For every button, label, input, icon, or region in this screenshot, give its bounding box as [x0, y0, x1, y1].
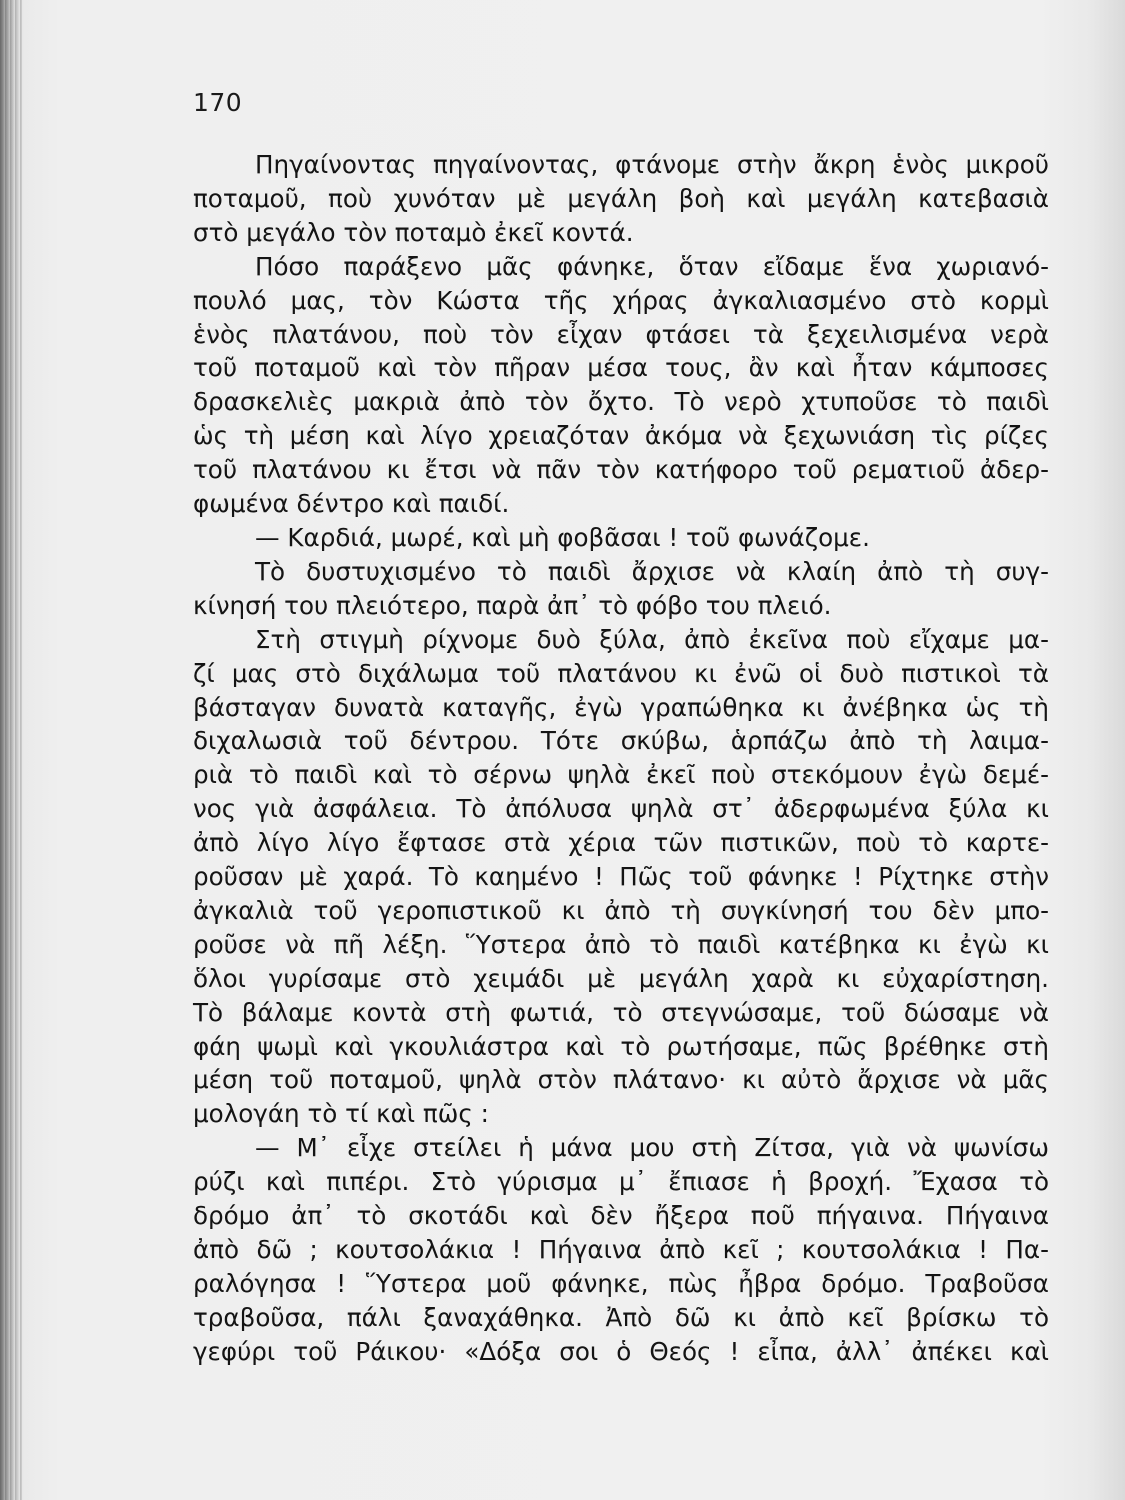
text-line: κίνησή του πλειότερο, παρὰ ἀπ᾿ τὸ φόβο του πλειό. [193, 590, 832, 620]
text-line: ροῦσαν μὲ χαρά. Τὸ καημένο ! Πῶς τοῦ φάνηκε ! Ρίχτηκε στὴν [193, 862, 1049, 892]
text-line: ζί μας στὸ διχάλωμα τοῦ πλατάνου κι ἐνῶ οἱ δυὸ πιστικοὶ τὰ [193, 658, 1049, 688]
text-line: — Καρδιά, μωρέ, καὶ μὴ φοβᾶσαι ! τοῦ φωνάζομε. [255, 522, 870, 552]
text-line: ἀπὸ λίγο λίγο ἔφτασε στὰ χέρια τῶν πιστικῶν, ποὺ τὸ καρτε- [193, 828, 1049, 858]
text-line: φάη ψωμὶ καὶ γκουλιάστρα καὶ τὸ ρωτήσαμε, πῶς βρέθηκε στὴ [193, 1031, 1049, 1061]
text-line: τραβοῦσα, πάλι ξαναχάθηκα. Ἀπὸ δῶ κι ἀπὸ κεῖ βρίσκω τὸ [193, 1302, 1049, 1332]
text-line: δρόμο ἀπ᾿ τὸ σκοτάδι καὶ δὲν ἤξερα ποῦ πήγαινα. Πήγαινα [193, 1201, 1049, 1231]
text-line: φωμένα δέντρο καὶ παιδί. [193, 489, 510, 519]
text-line: ἀγκαλιὰ τοῦ γεροπιστικοῦ κι ἀπὸ τὴ συγκίνησή του δὲν μπο- [193, 895, 1049, 925]
page-number: 170 [193, 88, 243, 117]
text-line: δρασκελιὲς μακριὰ ἀπὸ τὸν ὄχτο. Τὸ νερὸ χτυποῦσε τὸ παιδὶ [193, 387, 1049, 417]
text-line: ὡς τὴ μέση καὶ λίγο χρειαζόταν ἀκόμα νὰ ξεχωνιάση τὶς ρίζες [193, 421, 1049, 451]
text-line: μολογάη τὸ τί καὶ πῶς : [193, 1099, 489, 1129]
text-line: ριὰ τὸ παιδὶ καὶ τὸ σέρνω ψηλὰ ἐκεῖ ποὺ στεκόμουν ἐγὼ δεμέ- [193, 760, 1049, 790]
text-line: τοῦ πλατάνου κι ἔτσι νὰ πᾶν τὸν κατήφορο τοῦ ρεματιοῦ ἀδερ- [193, 455, 1049, 485]
text-line: ποταμοῦ, ποὺ χυνόταν μὲ μεγάλη βοὴ καὶ μεγάλη κατεβασιὰ [193, 183, 1049, 213]
text-line: νος γιὰ ἀσφάλεια. Τὸ ἀπόλυσα ψηλὰ στ᾿ ἀδερφωμένα ξύλα κι [193, 794, 1049, 824]
text-line: — Μ᾿ εἶχε στείλει ἡ μάνα μου στὴ Ζίτσα, γιὰ νὰ ψωνίσω [255, 1133, 1049, 1163]
text-line: τοῦ ποταμοῦ καὶ τὸν πῆραν μέσα τους, ἂν καὶ ἦταν κάμποσες [193, 353, 1049, 383]
text-line: διχαλωσιὰ τοῦ δέντρου. Τότε σκύβω, ἁρπάζω ἀπὸ τὴ λαιμα- [193, 726, 1049, 756]
text-line: ἀπὸ δῶ ; κουτσολάκια ! Πήγαινα ἀπὸ κεῖ ; κουτσολάκια ! Πα- [193, 1235, 1049, 1264]
text-line: βάσταγαν δυνατὰ καταγῆς, ἐγὼ γραπώθηκα κι ἀνέβηκα ὡς τὴ [193, 692, 1049, 722]
text-line: μέση τοῦ ποταμοῦ, ψηλὰ στὸν πλάτανο· κι αὐτὸ ἄρχισε νὰ μᾶς [193, 1065, 1049, 1095]
page-binding-edge [0, 0, 22, 1500]
body-text [193, 148, 1049, 1369]
text-line: γεφύρι τοῦ Ράικου· «Δόξα σοι ὁ Θεός ! εἶπα, ἀλλ᾿ ἀπέκει καὶ [193, 1336, 1049, 1366]
text-line: Πηγαίνοντας πηγαίνοντας, φτάνομε στὴν ἄκρη ἑνὸς μικροῦ [255, 150, 1049, 179]
text-line: ἑνὸς πλατάνου, ποὺ τὸν εἶχαν φτάσει τὰ ξεχειλισμένα νερὰ [193, 319, 1049, 349]
text-line: στὸ μεγάλο τὸν ποταμὸ ἐκεῖ κοντά. [193, 217, 634, 247]
text-line: ρύζι καὶ πιπέρι. Στὸ γύρισμα μ᾿ ἔπιασε ἡ βροχή. Ἔχασα τὸ [193, 1167, 1049, 1197]
text-line: ροῦσε νὰ πῆ λέξη. Ὕστερα ἀπὸ τὸ παιδὶ κατέβηκα κι ἐγὼ κι [193, 929, 1049, 959]
text-line: Τὸ δυστυχισμένο τὸ παιδὶ ἄρχισε νὰ κλαίη ἀπὸ τὴ συγ- [255, 556, 1049, 586]
text-line: Τὸ βάλαμε κοντὰ στὴ φωτιά, τὸ στεγνώσαμε, τοῦ δώσαμε νὰ [193, 997, 1049, 1027]
text-line: Στὴ στιγμὴ ρίχνομε δυὸ ξύλα, ἀπὸ ἐκεῖνα ποὺ εἴχαμε μα- [255, 624, 1049, 654]
text-line: πουλό μας, τὸν Κώστα τῆς χήρας ἀγκαλιασμένο στὸ κορμὶ [193, 285, 1049, 315]
text-line: ὅλοι γυρίσαμε στὸ χειμάδι μὲ μεγάλη χαρὰ κι εὐχαρίστηση. [193, 963, 1049, 993]
text-line: Πόσο παράξενο μᾶς φάνηκε, ὅταν εἴδαμε ἕνα χωριανό- [255, 251, 1049, 281]
text-line: ραλόγησα ! Ὕστερα μοῦ φάνηκε, πὼς ἦβρα δρόμο. Τραβοῦσα [193, 1268, 1049, 1298]
